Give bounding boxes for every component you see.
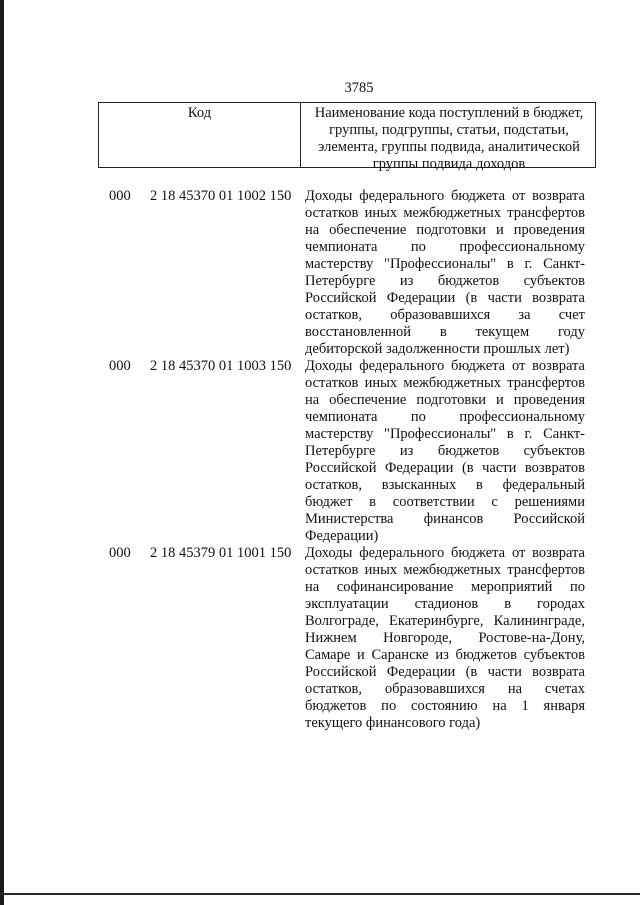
row-description: Доходы федерального бюджета от возврата остатков иных межбюджетных трансфертов на софинансирование мероприятий по эксплуатации стадионов в городах Волгограде, Екатеринбурге, Калининграде, Нижнем Новгороде, Ростове-на-Дону, Самаре и Саранске из бюджетов субъектов Российской Федерации (в части возврата остатков, образовавшихся на счетах бюджетов по состоянию на 1 января текущего финансового года) (305, 545, 585, 731)
table-row (0, 188, 640, 358)
row-admin-code: 000 (109, 188, 131, 204)
header-code-label: Код (187, 105, 212, 121)
row-admin-code: 000 (109, 545, 131, 561)
table-header (98, 102, 596, 172)
table-row (0, 545, 640, 732)
row-admin-code: 000 (109, 358, 131, 374)
row-description: Доходы федерального бюджета от возврата остатков иных межбюджетных трансфертов на обеспечение подготовки и проведения чемпионата по профессиональному мастерству "Профессионалы" в г. Санкт-Петербурге из бюджетов субъектов Российской Федерации (в части возвратов остатков, взысканных в федеральный бюджет в соответствии с решениями Министерства финансов Российской Федерации) (305, 358, 585, 544)
header-name-label: Наименование кода поступлений в бюджет, группы, подгруппы, статьи, подстатьи, элемента, группы подвида, аналитической группы подвида доходов (314, 105, 584, 172)
table-row (0, 358, 640, 545)
row-revenue-code: 2 18 45370 01 1002 150 (150, 188, 292, 204)
row-revenue-code: 2 18 45370 01 1003 150 (150, 358, 292, 374)
row-description: Доходы федерального бюджета от возврата остатков иных межбюджетных трансфертов на обеспечение подготовки и проведения чемпионата по профессиональному мастерству "Профессионалы" в г. Санкт-Петербурге из бюджетов субъектов Российской Федерации (в части возврата остатков, образовавшихся за счет восстановленной в текущем году дебиторской задолженности прошлых лет) (305, 188, 585, 357)
page-bottom-edge (0, 893, 640, 895)
table-body (0, 188, 640, 732)
page-number: 3785 (344, 80, 374, 96)
row-revenue-code: 2 18 45379 01 1001 150 (150, 545, 292, 561)
header-divider (300, 103, 301, 167)
